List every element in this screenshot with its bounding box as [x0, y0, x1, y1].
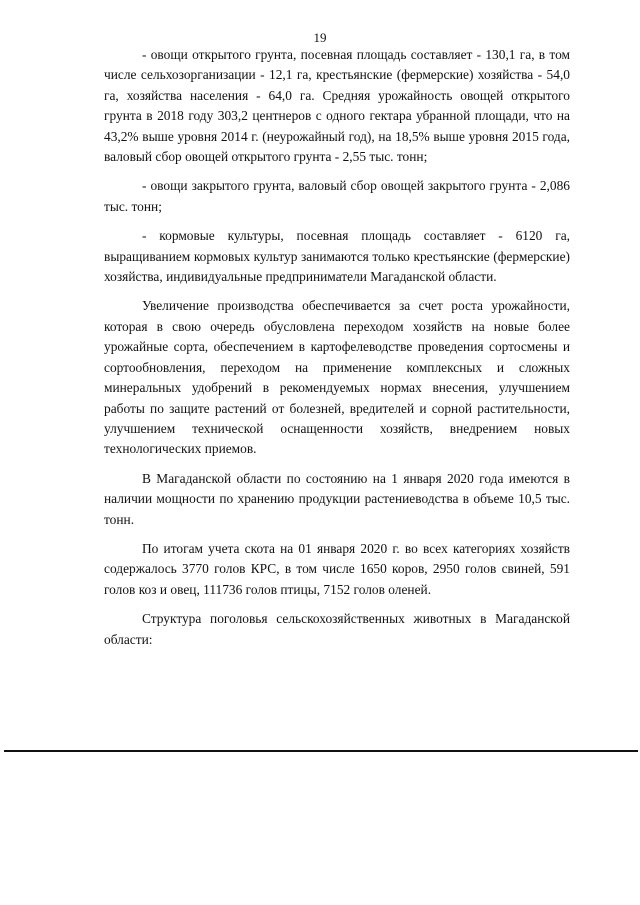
paragraph-greenhouse-vegetables: - овощи закрытого грунта, валовый сбор овощей закрытого грунта - 2,086 тыс. тонн; — [104, 178, 570, 214]
paragraph-open-ground-vegetables: - овощи открытого грунта, посевная площадь составляет - 130,1 га, в том числе сельхозорганизации - 12,1 га, крестьянские (фермерские) хозяйства - 54,0 га, хозяйства населения - 64,0 га. Средняя урожайность овощей открытого грунта в 2018 году 303,2 центнеров с одного гектара убранной площади, что на 43,2% выше уровня 2014 г. (неурожайный год), на 18,5% выше уровня 2015 года, валовый сбор овощей открытого грунта - 2,55 тыс. тонн; — [104, 47, 570, 165]
bottom-divider — [4, 750, 638, 752]
paragraph-production-growth: Увеличение производства обеспечивается за счет роста урожайности, которая в свою очередь обусловлена переходом хозяйств на новые более урожайные сорта, обеспечением в картофелеводстве проведения сортосмены и сортообновления, переходом на применение комплексных и сложных минеральных удобрений в рекомендуемых нормах внесения, улучшением работы по защите растений от болезней, вредителей и сорной растительности, улучшением технической оснащенности хозяйств, внедрением новых технологических приемов. — [104, 298, 570, 457]
body-text — [104, 45, 570, 650]
page-number: 19 — [313, 30, 327, 45]
paragraph-livestock-census: По итогам учета скота на 01 января 2020 г. во всех категориях хозяйств содержалось 3770 голов КРС, в том числе 1650 коров, 2950 голов свиней, 591 голов коз и овец, 111736 голов птицы, 7152 голов оленей. — [104, 540, 570, 597]
paragraph-forage-crops: - кормовые культуры, посевная площадь составляет - 6120 га, выращиванием кормовых культур занимаются только крестьянские (фермерские) хозяйства, индивидуальные предприниматели Магаданской области. — [104, 228, 570, 285]
paragraph-storage-capacity: В Магаданской области по состоянию на 1 января 2020 года имеются в наличии мощности по хранению продукции растениеводства в объеме 10,5 тыс. тонн. — [104, 470, 570, 527]
paragraph-livestock-structure: Структура поголовья сельскохозяйственных животных в Магаданской области: — [104, 611, 570, 647]
